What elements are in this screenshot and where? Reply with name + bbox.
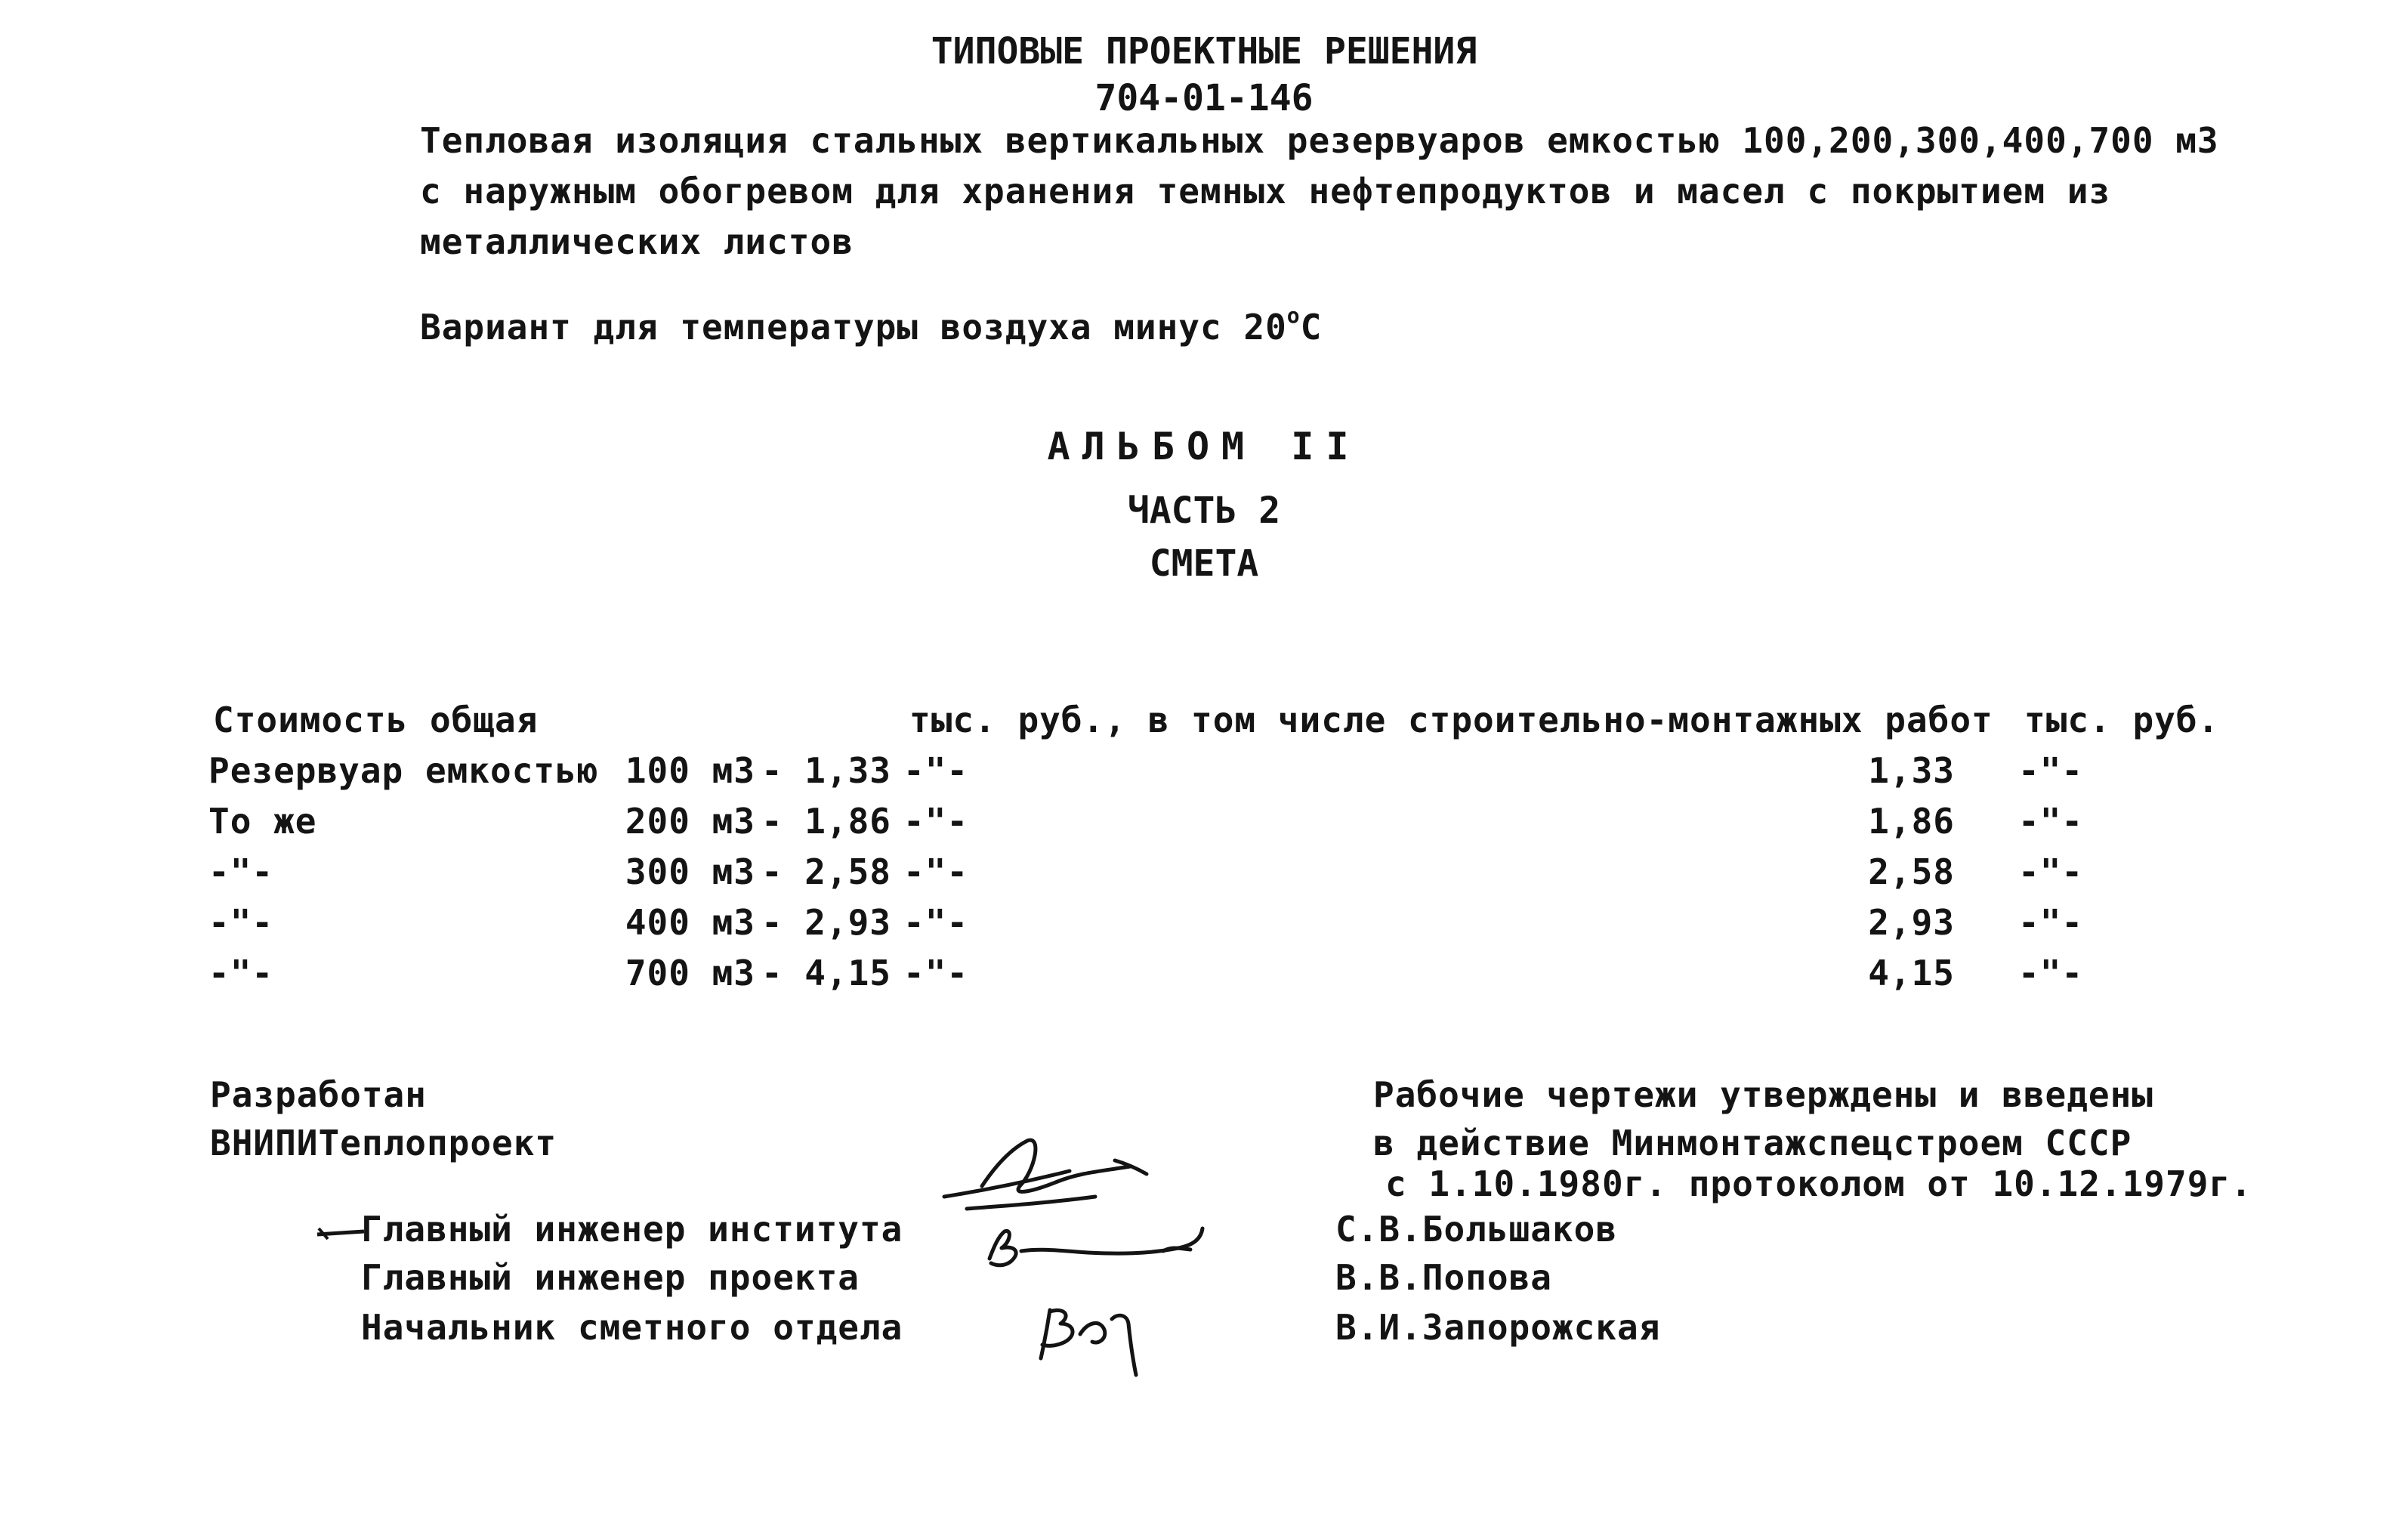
- row-ditto: -"-: [903, 953, 969, 993]
- row-volume: 100 м3: [625, 750, 755, 791]
- row-smr: 1,33: [1868, 750, 1955, 791]
- name-bolshakov: С.В.Большаков: [1335, 1209, 1618, 1250]
- row-label: -"-: [208, 851, 274, 892]
- row-volume: 400 м3: [625, 902, 755, 943]
- row-smr-ditto: -"-: [2018, 953, 2084, 993]
- row-smr-ditto: -"-: [2018, 750, 2084, 791]
- row-ditto: -"-: [903, 750, 969, 791]
- row-smr-ditto: -"-: [2018, 801, 2084, 842]
- row-ditto: -"-: [903, 902, 969, 943]
- cost-header-right: тыс. руб.: [2024, 700, 2220, 740]
- name-zaporozhskaya: В.И.Запорожская: [1335, 1307, 1661, 1348]
- title-line-3: металлических листов: [420, 221, 854, 262]
- position-chief-engineer-project: Главный инженер проекта: [361, 1257, 860, 1298]
- row-dash: -: [761, 953, 783, 993]
- row-dash: -: [761, 750, 783, 791]
- row-smr: 2,93: [1868, 902, 1955, 943]
- cost-header-left: Стоимость общая: [213, 700, 539, 740]
- project-code: 704-01-146: [1094, 77, 1314, 119]
- part-label: ЧАСТЬ 2: [1127, 490, 1281, 532]
- variant-text: Вариант для температуры воздуха минус 20: [420, 307, 1287, 348]
- section-label: СМЕТА: [1149, 542, 1259, 585]
- approval-line-2: в действие Минмонтажспецстроем СССР: [1373, 1123, 2132, 1163]
- row-total: 1,86: [804, 801, 891, 842]
- row-total: 4,15: [804, 953, 891, 993]
- row-dash: -: [761, 851, 783, 892]
- row-label: Резервуар емкостью: [208, 750, 599, 791]
- position-head-estimate-dept: Начальник сметного отдела: [361, 1307, 903, 1348]
- row-smr-ditto: -"-: [2018, 851, 2084, 892]
- strike-mark-icon: [314, 1218, 367, 1248]
- developer-org: ВНИПИТеплопроект: [210, 1123, 557, 1163]
- approval-line-3: с 1.10.1980г. протоколом от 10.12.1979г.: [1385, 1163, 2252, 1204]
- position-chief-engineer-institute: Главный инженер института: [361, 1209, 903, 1250]
- name-popova: В.В.Попова: [1335, 1257, 1552, 1298]
- series-title: ТИПОВЫЕ ПРОЕКТНЫЕ РЕШЕНИЯ: [931, 30, 1477, 73]
- row-total: 1,33: [804, 750, 891, 791]
- row-ditto: -"-: [903, 851, 969, 892]
- variant-unit: С: [1300, 307, 1323, 348]
- row-label: -"-: [208, 953, 274, 993]
- row-smr: 1,86: [1868, 801, 1955, 842]
- row-volume: 200 м3: [625, 801, 755, 842]
- row-dash: -: [761, 801, 783, 842]
- approval-line-1: Рабочие чертежи утверждены и введены: [1373, 1074, 2153, 1115]
- row-smr: 4,15: [1868, 953, 1955, 993]
- row-label: -"-: [208, 902, 274, 943]
- row-ditto: -"-: [903, 801, 969, 842]
- signature-icon: [937, 1118, 1254, 1405]
- row-label: То же: [208, 801, 317, 842]
- developer-label: Разработан: [210, 1074, 427, 1115]
- row-total: 2,93: [804, 902, 891, 943]
- title-line-2: с наружным обогревом для хранения темных нефтепродуктов и масел с покрытием из: [420, 171, 2111, 212]
- row-volume: 700 м3: [625, 953, 755, 993]
- row-total: 2,58: [804, 851, 891, 892]
- degree-sign: о: [1286, 303, 1301, 328]
- row-volume: 300 м3: [625, 851, 755, 892]
- variant-line: [420, 303, 1323, 348]
- album-label: АЛЬБОМ II: [1047, 425, 1361, 468]
- row-smr-ditto: -"-: [2018, 902, 2084, 943]
- row-smr: 2,58: [1868, 851, 1955, 892]
- title-line-1: Тепловая изоляция стальных вертикальных резервуаров емкостью 100,200,300,400,700 м3: [420, 120, 2219, 161]
- cost-header-mid: тыс. руб., в том числе строительно-монтажных работ: [909, 700, 1993, 740]
- row-dash: -: [761, 902, 783, 943]
